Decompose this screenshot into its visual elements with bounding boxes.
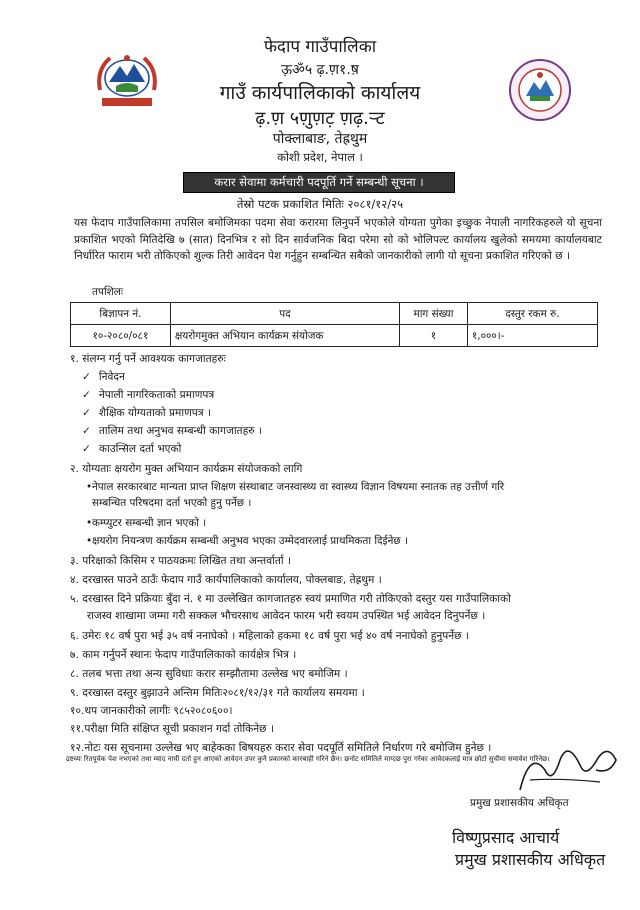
list-item: ६. उमेरः १८ वर्ष पुरा भई ३५ वर्ष ननाघेको । महिलाको हकमा १८ वर्ष पुरा भई ४० वर्ष ननाघेको हुनुपर्नेछ ।	[70, 630, 469, 642]
table-row	[71, 325, 598, 347]
table-cell: १,०००।-	[467, 325, 597, 347]
table-cell: १	[400, 325, 468, 347]
table-header-cell: दस्तुर रकम रु.	[467, 303, 597, 325]
signatory-name: विष्णुप्रसाद आचार्य	[452, 828, 560, 847]
province-line: कोशी प्रदेश, नेपाल ।	[277, 150, 363, 164]
check-item-label: काउन्सिल दर्ता भएको	[98, 443, 182, 455]
check-item-label: शैक्षिक योग्यताको प्रमाणपत्र ।	[98, 407, 211, 419]
municipality-name: फेदाप गाउँपालिका	[263, 37, 377, 57]
list-item: ७. काम गर्नुपर्ने स्थानः फेदाप गाउँपालिकाको कार्यक्षेत्र भित्र ।	[70, 649, 297, 661]
check-item-label: तालिम तथा अनुभव सम्बन्धी कागजातहरु ।	[98, 425, 262, 437]
list-item-continued: राजस्व शाखामा जम्मा गरी सक्कल भौचरसाथ आवेदन फारम भरी स्वयम उपस्थित भई आवेदन दिनुपर्नेछ ।	[70, 610, 486, 622]
check-icon: ✓	[82, 407, 91, 419]
vacancy-table	[70, 302, 598, 347]
check-item	[82, 368, 125, 386]
bullet-item-label: कम्प्युटर सम्बन्धी ज्ञान भएको ।	[92, 517, 207, 529]
signatory-role: प्रमुख प्रशासकीय अधिकृत	[455, 850, 606, 869]
check-item	[82, 422, 262, 440]
list-item: ४. दरखास्त पाउने ठाउँः फेदाप गाउँ कार्यपालिकाको कार्यालय, पोक्लबाङ, तेह्रथुम ।	[70, 574, 382, 586]
notice-title-banner: करार सेवामा कर्मचारी पदपूर्ति गर्ने सम्बन्धी सूचना ।	[183, 172, 455, 193]
check-item	[82, 404, 211, 422]
intro-paragraph: यस फेदाप गाउँपालिकामा तपसिल बमोजिमका पदमा सेवा करारमा लिनुपर्ने भएकोले योग्यता पुगेका इच्छुक नेपाली नागरिकहरुले यो सूचना प्रकाशित भएको मितिदेखि ७ (सात) दिनभित्र र सो दिन सार्वजनिक बिदा परेमा सो को भोलिपल्ट कार्यालय खुलेको समयमा कार्यालयबाट निर्धारित फाराम भरी तोकिएको शुल्क तिरी आवेदन पेश गर्नुहुन सम्बन्धित सबैको जानकारीको लागी यो सूचना प्रकाशित गरिएको छ ।	[74, 217, 602, 262]
municipality-seal-icon	[508, 58, 572, 122]
table-cell: क्षयरोगमुक्त अभियान कार्यक्रम संयोजक	[170, 325, 399, 347]
bullet-icon: •	[86, 535, 93, 547]
office-title: गाउँ कार्यपालिकाको कार्यालय	[219, 82, 421, 104]
list-item: ८. तलब भत्ता तथा अन्य सुविधाः करार सम्झौतामा उल्लेख भए बमोजिम ।	[70, 668, 348, 680]
tapsil-label: तपशिलः	[92, 286, 124, 298]
check-item-label: नेपाली नागरिकताको प्रमाणपत्र	[98, 389, 215, 401]
list-item: ११.परीक्षा मिति संक्षिप्त सूची प्रकाशन गर्दा तोकिनेछ ।	[70, 723, 274, 735]
bullet-item	[86, 515, 592, 531]
check-item	[82, 440, 181, 458]
list-item: ३. परिक्षाको किसिम र पाठयक्रमः लिखित तथा अन्तर्वार्ता ।	[70, 555, 292, 567]
list-item-1-title: १. संलग्न गर्नु पर्ने आवश्यक कागजातहरुः	[70, 353, 226, 365]
address-line: पोक्लाबाङ, तेह्रथुम	[272, 131, 368, 147]
bullet-item-label: क्षयरोग नियन्त्रण कार्यक्रम सम्बन्धी अनुभव भएका उम्मेदवारलाई प्राथमिकता दिईनेछ ।	[92, 535, 408, 547]
check-icon: ✓	[82, 425, 91, 437]
check-item	[82, 386, 214, 404]
list-item-2-title: २. योग्यताः क्षयरोग मुक्त अभियान कार्यक्रम संयोजकको लागि	[70, 463, 303, 475]
bullet-icon: •	[86, 517, 93, 529]
table-header-cell: माग संख्या	[400, 303, 468, 325]
bullet-item	[86, 533, 592, 549]
footnote: द्रष्टव्यः रितपूर्वक पेश नभएको तथा म्याद नाघी दर्ता हुन आएको आवेदन उपर कुनै प्रकारको कारबाही गरिने छैन। छनोट समितिले माग्दछ पुरा गरेका आवेदकलाई मात्र छोटो सुचीमा समावेश गरिनेछ।	[66, 755, 550, 763]
check-icon: ✓	[82, 443, 91, 455]
signatory-role-small: प्रमुख प्रशासकीय अधिकृत	[470, 797, 569, 809]
table-header-cell: बिज्ञापन नं.	[71, 303, 171, 325]
bullet-icon: •	[86, 481, 93, 493]
check-icon: ✓	[82, 389, 91, 401]
list-item: १२.नोटः यस सूचनामा उल्लेख भए बाहेकका बिषयहरु करार सेवा पदपूर्ति समितिले निर्धारण गरे बमोजिम हुनेछ ।	[70, 742, 492, 754]
bullet-item	[86, 479, 592, 495]
header-script-line: ऊ़ॐ५ ढ़.ण़१.ष़	[281, 62, 359, 78]
check-icon: ✓	[82, 371, 91, 383]
list-item: ५. दरखास्त दिने प्रक्रियाः बुँदा नं. १ मा उल्लेखित कागजातहरु स्वयं प्रमाणित गरी तोकिएको दस्तुर यस गाउँपालिकाको	[70, 593, 511, 605]
list-item: ९. दरखास्त दस्तुर बुझाउने अन्तिम मितिः२०८१/१२/३१ गते कार्यालय समयमा ।	[70, 687, 365, 699]
bullet-item-continued: सम्बन्धित परिषदमा दर्ता भएको हुनु पर्नेछ ।	[92, 497, 252, 509]
bullet-item-label: नेपाल सरकारबाट मान्यता प्राप्त शिक्षण संस्थाबाट जनस्वास्थ्य वा स्वास्थ्य विज्ञान विषयमा स्नातक तह उत्तीर्ण गरि	[92, 481, 505, 493]
list-item: १०.थप जानकारीको लागीः ९८५२०८०६००।	[70, 705, 233, 717]
table-header-row	[71, 303, 598, 325]
table-header-cell: पद	[170, 303, 399, 325]
header-script-line-2: ढ़.ण़ ५ण़ुण़ट़ ण़ढ़.ऱ्ट	[255, 108, 385, 129]
check-item-label: निवेदन	[98, 371, 125, 383]
publish-date: तेस्रो पटक प्रकाशित मितिः २०८१/१२/२५	[236, 197, 404, 211]
table-cell: १०-२०८०/०८१	[71, 325, 171, 347]
